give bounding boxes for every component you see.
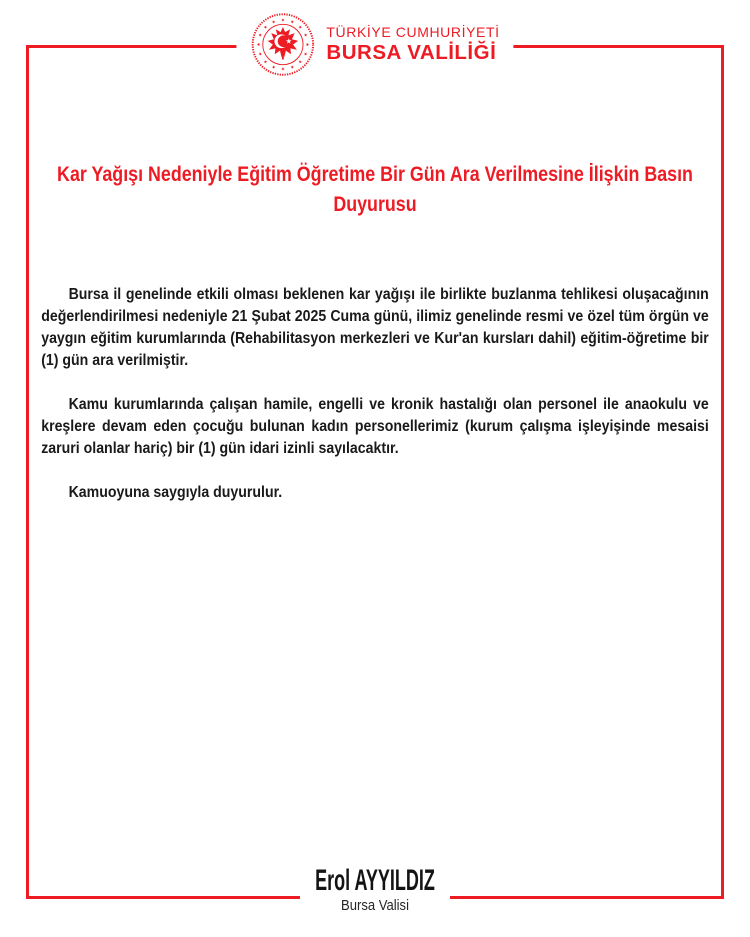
svg-text:★: ★ xyxy=(256,42,262,47)
body-paragraph-2: Kamu kurumlarında çalışan hamile, engelli ve kronik hastalığı olan personel ile anaokulu ve kreşlere devam eden çocuğu bulunan kadın personellerimiz (kurum çalışma işleyişinde mesaisi zaruri olanlar hariç) bir (1) gün idari izinli sayılacaktır. xyxy=(41,396,709,457)
svg-text:★: ★ xyxy=(301,32,308,39)
svg-text:★: ★ xyxy=(303,42,309,47)
svg-text:★: ★ xyxy=(258,50,265,57)
svg-text:★: ★ xyxy=(280,65,285,71)
svg-text:★: ★ xyxy=(296,24,303,32)
svg-text:★: ★ xyxy=(271,19,277,26)
announcement-title: Kar Yağışı Nedeniyle Eğitim Öğretime Bir Gün Ara Verilmesine İlişkin Basın Duyurusu xyxy=(57,163,693,216)
announcement-body xyxy=(41,284,709,526)
svg-text:★: ★ xyxy=(296,57,303,65)
svg-text:★: ★ xyxy=(263,57,270,65)
svg-text:★: ★ xyxy=(289,19,295,26)
svg-text:★: ★ xyxy=(280,18,285,24)
svg-text:★: ★ xyxy=(258,32,265,39)
svg-text:★: ★ xyxy=(289,63,295,70)
org-name-governorship: BURSA VALİLİĞİ xyxy=(326,41,497,64)
signatory-name: Erol AYYILDIZ xyxy=(315,864,435,897)
signatory-title: Bursa Valisi xyxy=(341,898,409,914)
org-name-country: TÜRKİYE CUMHURİYETİ xyxy=(326,24,500,40)
org-name-block xyxy=(326,24,499,65)
signature-block xyxy=(300,864,450,918)
government-emblem-icon xyxy=(250,12,315,77)
svg-text:★: ★ xyxy=(271,63,277,70)
body-paragraph-1: Bursa il genelinde etkili olması beklenen kar yağışı ile birlikte buzlanma tehlikesi oluşacağının değerlendirilmesi nedeniyle 21 Şubat 2025 Cuma günü, ilimiz genelinde resmi ve özel tüm örgün ve yaygın eğitim kurumlarında (Rehabilitasyon merkezleri ve Kur'an kursları dahil) eğitim-öğretime bir (1) gün ara verilmiştir. xyxy=(41,286,709,369)
header-logo-block xyxy=(236,12,513,77)
svg-text:★: ★ xyxy=(301,50,308,57)
svg-text:★: ★ xyxy=(263,24,270,32)
body-paragraph-3: Kamuoyuna saygıyla duyurulur. xyxy=(68,484,283,501)
